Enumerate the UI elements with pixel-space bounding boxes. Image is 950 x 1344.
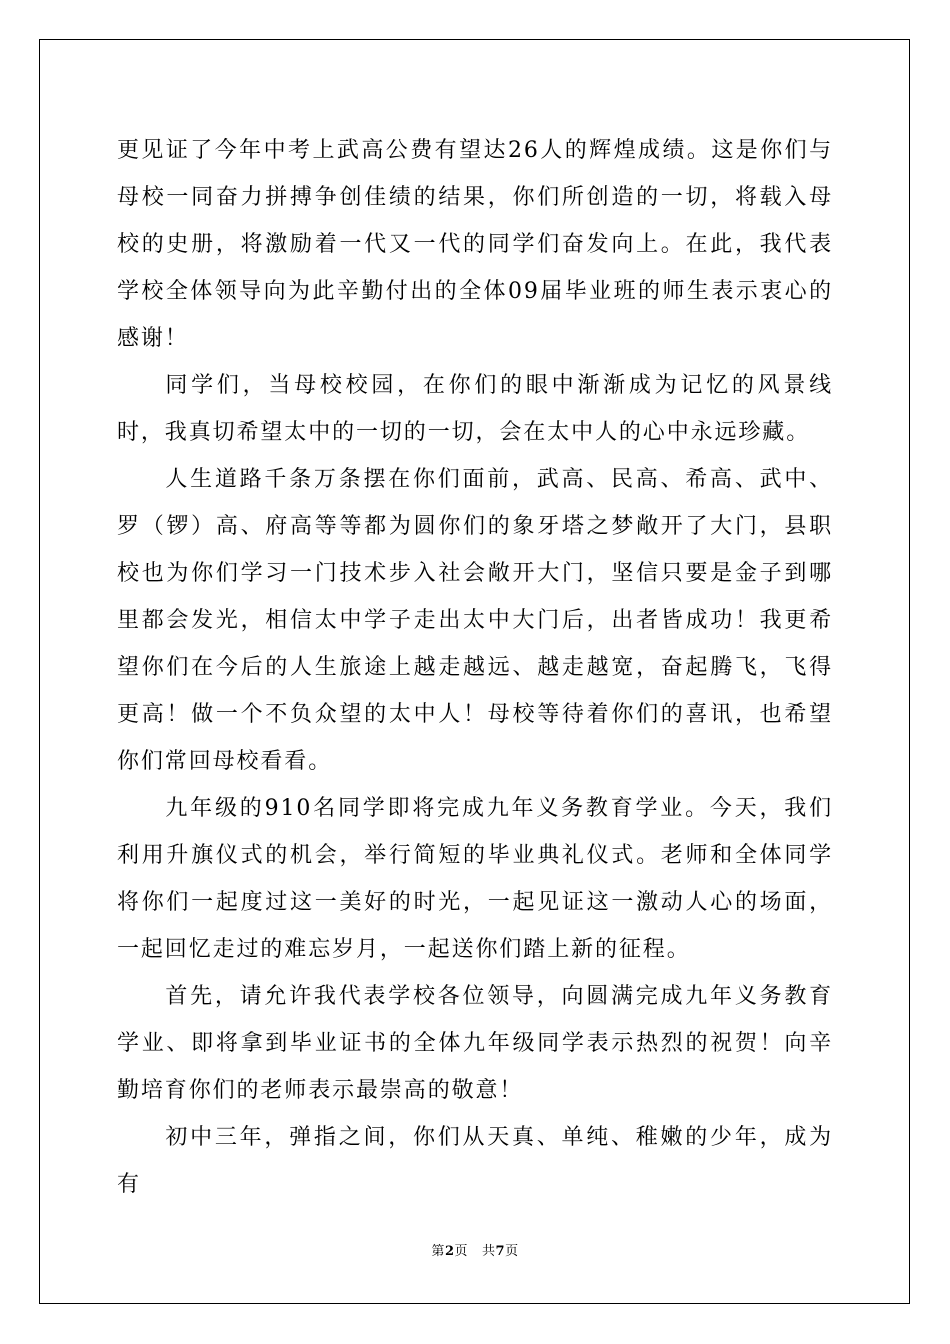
- paragraph-6: 初中三年，弹指之间，你们从天真、单纯、稚嫩的少年，成为有: [117, 1125, 833, 1197]
- page-total-number: 7: [495, 1244, 506, 1259]
- paragraph-5: 首先，请允许我代表学校各位领导，向圆满完成九年义务教育学业、即将拿到毕业证书的全体九年级同学表示热烈的祝贺！向辛勤培育你们的老师表示最崇高的敬意！: [117, 984, 833, 1103]
- page-prefix: 第: [431, 1244, 445, 1259]
- page-footer: [0, 1242, 950, 1262]
- page-current-number: 2: [444, 1244, 455, 1259]
- total-prefix: 共: [482, 1244, 496, 1259]
- page-suffix: 页: [454, 1244, 468, 1259]
- paragraph-1: 更见证了今年中考上武高公费有望达26人的辉煌成绩。这是你们与母校一同奋力拼搏争创佳绩的结果，你们所创造的一切，将载入母校的史册，将激励着一代又一代的同学们奋发向上。在此，我代表学校全体领导向为此辛勤付出的全体09届毕业班的师生表示衷心的感谢！: [117, 138, 833, 351]
- paragraph-2: 同学们，当母校校园，在你们的眼中渐渐成为记忆的风景线时，我真切希望太中的一切的一切，会在太中人的心中永远珍藏。: [117, 373, 833, 445]
- total-suffix: 页: [505, 1244, 519, 1259]
- paragraph-4: 九年级的910名同学即将完成九年义务教育学业。今天，我们利用升旗仪式的机会，举行简短的毕业典礼仪式。老师和全体同学将你们一起度过这一美好的时光，一起见证这一激动人心的场面，一起回忆走过的难忘岁月，一起送你们踏上新的征程。: [117, 796, 833, 962]
- document-body: [117, 127, 833, 1208]
- paragraph-3: 人生道路千条万条摆在你们面前，武高、民高、希高、武中、罗（锣）高、府高等等都为圆你们的象牙塔之梦敞开了大门，县职校也为你们学习一门技术步入社会敞开大门，坚信只要是金子到哪里都会发光，相信太中学子走出太中大门后，出者皆成功！我更希望你们在今后的人生旅途上越走越远、越走越宽，奋起腾飞，飞得更高！做一个不负众望的太中人！母校等待着你们的喜讯，也希望你们常回母校看看。: [117, 467, 833, 774]
